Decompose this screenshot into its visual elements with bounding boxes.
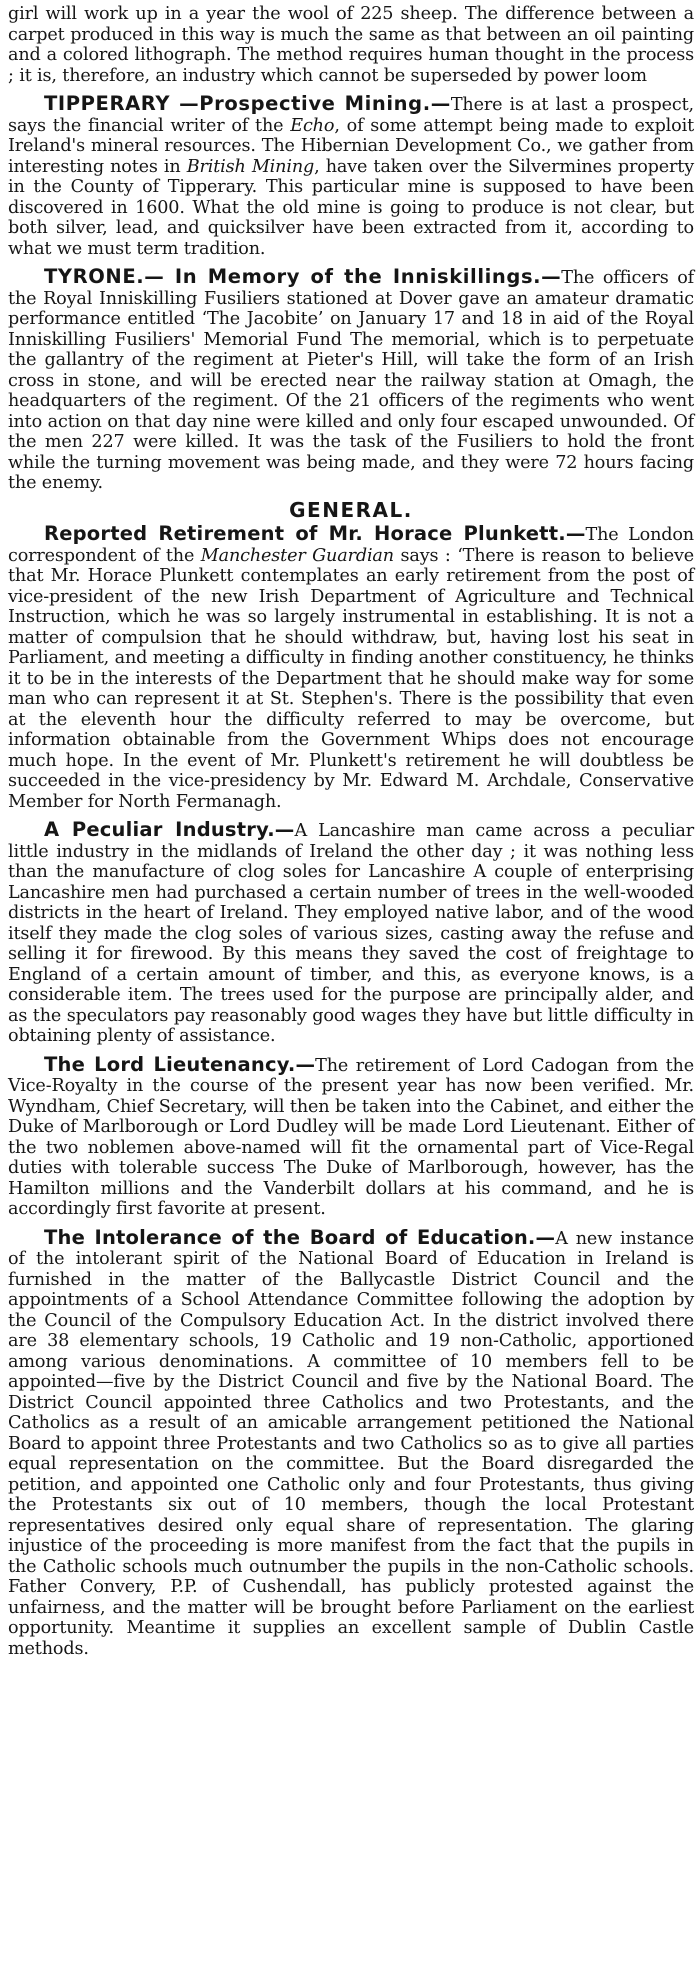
article-body-part: , of some attempt being made to exploit Ireland's mineral resources. The Hibernian Development Co., we gather from interesting notes in [8,115,695,177]
article-body-part: The London correspondent of the [8,525,694,566]
article-heading: The Intolerance of the Board of Education.— [44,1225,556,1249]
article-board-of-education [8,1225,694,1660]
publication-name: Manchester Guardian [200,545,394,566]
article-body: A Lancashire man came across a peculiar little industry in the midlands of Ireland the other day ; it was nothing less than the manufacture of clog soles for Lancashire A couple of enterprising Lancashire men had purchased a certain number of trees in the well-wooded districts in the heart of Ireland. They employed native labor, and of the wood itself they made the clog soles of various sizes, casting away the refuse and selling it for firewood. By this means they saved the cost of freightage to England of a certain amount of timber, and this, as everyone knows, is a considerable item. The trees used for the purpose are principally alder, and as the speculators pay reasonably good wages they have but little difficulty in obtaining plenty of assistance. [8,821,694,1046]
article-plunkett [8,524,694,812]
article-body: The officers of the Royal Inniskilling Fusiliers stationed at Dover gave an amateur dramatic performance entitled ‘The Jacobite’ on January 17 and 18 in aid of the Royal Inniskilling Fusiliers' Memorial Fund The memorial, which is to perpetuate the gallantry of the regiment at Pieter's Hill, will take the form of an Irish cross in stone, and will be erected near the railway station at Omagh, the headquarters of the regiment. Of the 21 officers of the regiments who went into action on that day nine were killed and only four escaped unwounded. Of the men 227 were killed. It was the task of the Fusiliers to hold the front while the turning movement was being made, and they were 72 hours facing the enemy. [8,268,694,493]
article-body: girl will work up in a year the wool of 225 sheep. The difference between a carpet produced in this way is much the same as that between an oil painting and a colored lithograph. The method requires human thought in the process ; it is, therefore, an industry which cannot be superseded by power loom [8,4,694,86]
article-heading: TYRONE.— In Memory of the Inniskillings.— [44,265,562,288]
article-tyrone [8,267,694,494]
article-heading: Reported Retirement of Mr. Horace Plunkett.— [44,522,586,545]
article-heading: TIPPERARY —Prospective Mining.— [44,92,451,115]
article-heading: The Lord Lieutenancy.— [44,1052,316,1076]
article-body-part: There is at last a prospect, says the financial writer of the [8,95,694,136]
article-carpets-tail [8,4,694,86]
section-title: GENERAL. [289,497,413,522]
article-body: A new instance of the intolerant spirit of the National Board of Education in Ireland is furnished in the matter of the Ballycastle District Council and the appointments of a School Attendance Committee following the adoption by the Council of the Compulsory Education Act. In the district involved there are 38 elementary schools, 19 Catholic and 19 non-Catholic, apportioned among various denominations. A committee of 10 members fell to be appointed—five by the District Council and five by the National Board. The District Council appointed three Catholics and two Protestants, and the Catholics as a result of an amicable arrangement petitioned the National Board to appoint three Protestants and two Catholics so as to give all parties equal representation on the committee. But the Board disregarded the petition, and appointed one Catholic only and four Protestants, thus giving the Protestants six out of 10 members, though the local Protestant representatives desired only equal share of representation. The glaring injustice of the proceeding is more manifest from the fact that the pupils in the Catholic schools much outnumber the pupils in the non-Catholic schools. Father Convery, P.P. of Cushendall, has publicly protested against the unfairness, and the matter will be brought before Parliament on the earliest opportunity. Meantime it supplies an excellent sample of Dublin Castle methods. [8,1228,694,1659]
article-body-part: , have taken over the Silvermines property in the County of Tipperary. This particular mine is supposed to have been discovered in 1600. What the old mine is going to produce is not clear, but both silver, lead, and quicksilver have been extracted from it, according to what we must term tradition. [8,156,694,259]
publication-name: British Mining [186,156,315,177]
article-peculiar-industry [8,820,694,1047]
article-body: The retirement of Lord Cadogan from the Vice-Royalty in the course of the present year has now been verified. Mr. Wyndham, Chief Secretary, will then be taken into the Cabinet, and either the Duke of Marlborough or Lord Dudley will be made Lord Lieutenant. Either of the two noblemen above-named will fit the ornamental part of Vice-Regal duties with tolerable success The Duke of Marlborough, however, has the Hamilton millions and the Vanderbilt dollars at his command, and he is accordingly first favorite at present. [8,1055,694,1219]
publication-name: Echo [290,115,335,136]
article-heading: A Peculiar Industry.— [44,818,295,841]
article-tipperary [8,94,694,259]
article-lord-lieutenancy [8,1052,694,1220]
article-body-part: says : ‘There is reason to believe that Mr. Horace Plunkett contemplates an early retirement from the post of vice-president of the new Irish Department of Agriculture and Technical Instruction, which he was so largely instrumental in establishing. It is not a matter of compulsion that he should withdraw, but, having lost his seat in Parliament, and meeting a difficulty in finding another constituency, he thinks it to be in the interests of the Department that he should make way for some man who can represent it at St. Stephen's. There is the possibility that even at the eleventh hour the difficulty referred to may be overcome, but information obtainable from the Government Whips does not encourage much hope. In the event of Mr. Plunkett's retirement he will doubtless be succeeded in the vice-presidency by Mr. Edward M. Archdale, Conservative Member for North Fermanagh. [8,545,695,812]
